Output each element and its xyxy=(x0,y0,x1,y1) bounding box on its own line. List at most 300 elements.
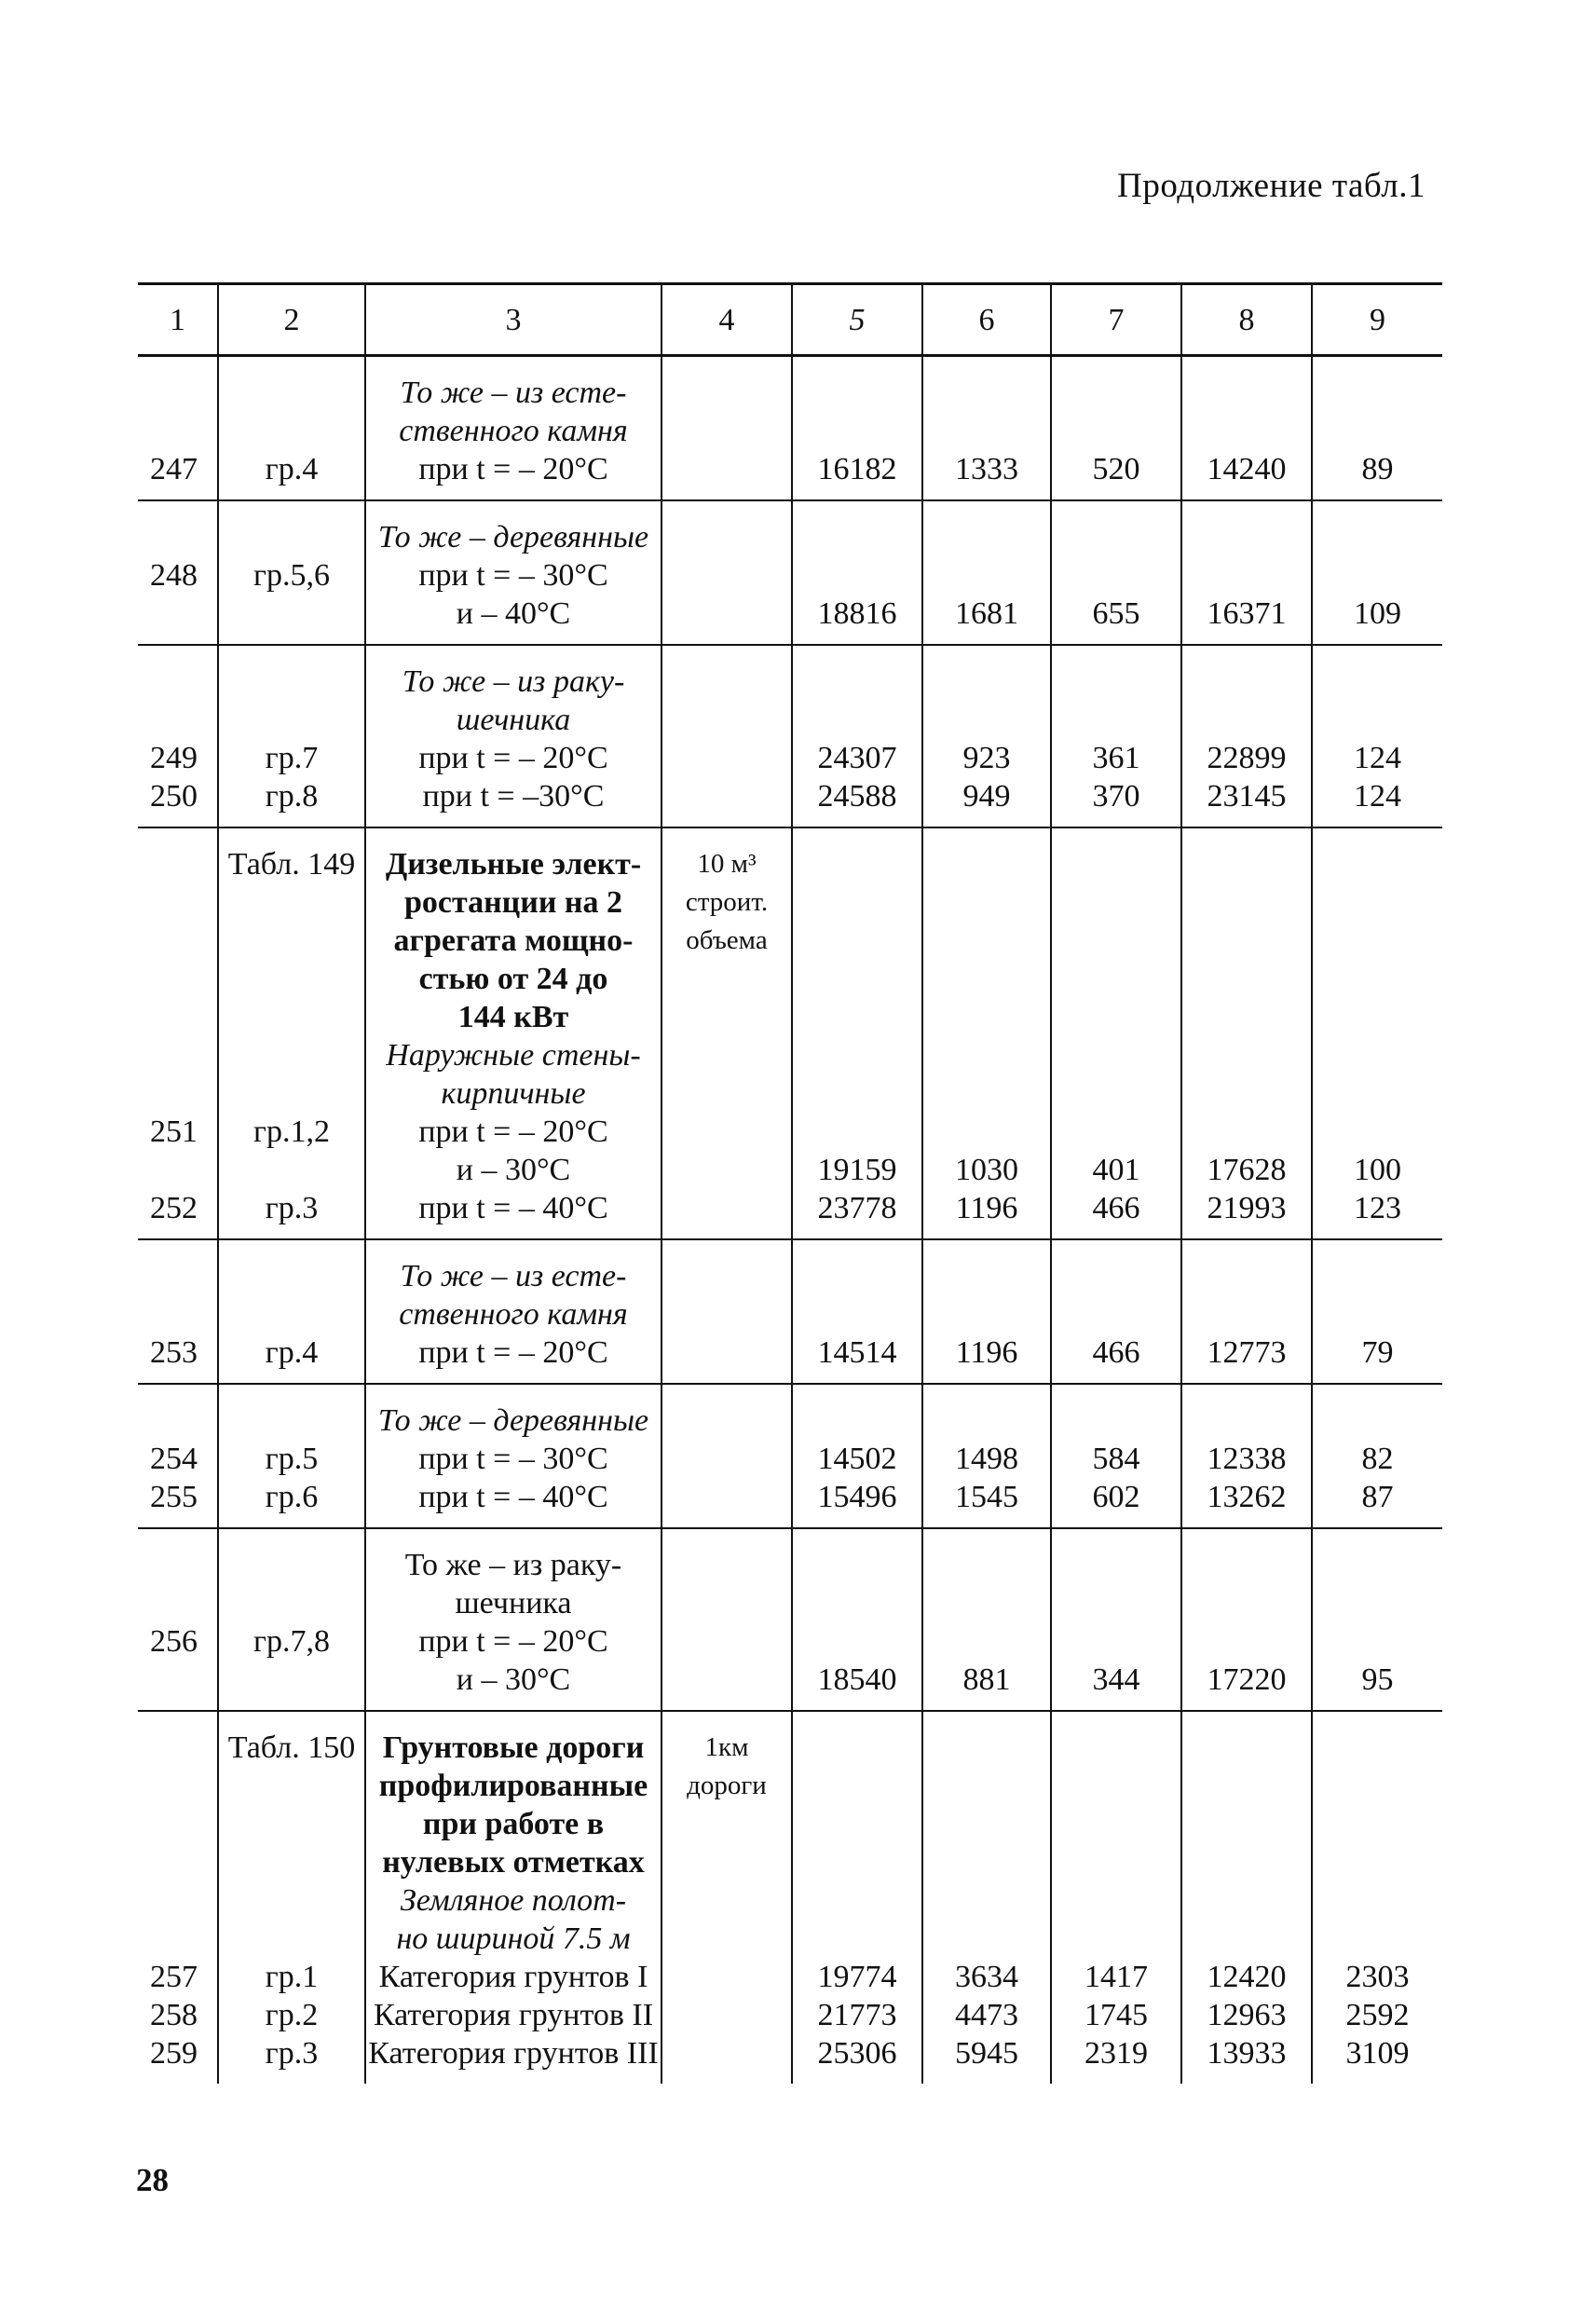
value-cell: 19774 xyxy=(792,1958,922,1996)
row-description: Наружные стены- xyxy=(365,1036,662,1074)
row-number: 255 xyxy=(150,1480,198,1514)
value-cell xyxy=(1051,356,1181,413)
row-description: при t = – 20°С xyxy=(365,450,662,500)
value-cell xyxy=(1181,645,1312,701)
row-unit xyxy=(662,960,792,998)
row-number xyxy=(138,1584,218,1622)
value-cell: 1545 xyxy=(922,1478,1051,1528)
row-number xyxy=(138,1767,218,1805)
value-cell xyxy=(922,645,1051,701)
row-unit xyxy=(662,645,792,701)
value-cell xyxy=(922,500,1051,556)
row-unit xyxy=(662,500,792,556)
value-cell: 949 xyxy=(922,777,1051,827)
table-row xyxy=(138,1151,1442,1189)
value-cell xyxy=(922,1711,1051,1767)
value-cell xyxy=(1181,1767,1312,1805)
row-unit xyxy=(662,356,792,413)
row-reference xyxy=(218,1036,365,1074)
row-number xyxy=(138,1881,218,1920)
value-cell xyxy=(1312,998,1442,1036)
column-header: 6 xyxy=(922,284,1051,356)
value-cell xyxy=(1312,1074,1442,1113)
row-description: и – 30°С xyxy=(365,1151,662,1189)
value-cell: 361 xyxy=(1051,739,1181,777)
row-description: при t = – 40°С xyxy=(365,1478,662,1528)
row-description: Дизельные элект- xyxy=(365,827,662,883)
column-header: 4 xyxy=(662,284,792,356)
row-description: То же – из есте- xyxy=(365,356,662,413)
value-cell xyxy=(922,1584,1051,1622)
row-reference xyxy=(218,1528,365,1584)
value-cell xyxy=(1312,827,1442,883)
table-header-row xyxy=(138,284,1442,356)
value-cell xyxy=(1312,500,1442,556)
value-cell xyxy=(1051,1528,1181,1584)
value-cell xyxy=(1312,1805,1442,1843)
row-number xyxy=(138,1920,218,1958)
value-cell xyxy=(792,960,922,998)
value-cell xyxy=(1312,1622,1442,1661)
row-reference xyxy=(218,998,365,1036)
table-row xyxy=(138,922,1442,960)
value-cell: 923 xyxy=(922,739,1051,777)
row-description: стью от 24 до xyxy=(365,960,662,998)
value-cell xyxy=(922,1113,1051,1151)
row-number: 253 xyxy=(150,1335,198,1370)
row-number: 252 xyxy=(150,1191,198,1225)
value-cell xyxy=(1051,1239,1181,1295)
value-cell: 1030 xyxy=(922,1151,1051,1189)
value-cell xyxy=(1051,1036,1181,1074)
value-cell xyxy=(1181,1711,1312,1767)
row-reference: Табл. 149 xyxy=(218,827,365,883)
value-cell: 13262 xyxy=(1181,1478,1312,1528)
value-cell: 95 xyxy=(1312,1661,1442,1711)
value-cell xyxy=(1312,1528,1442,1584)
row-reference: гр.5 xyxy=(218,1440,365,1478)
table-row xyxy=(138,356,1442,413)
table-row xyxy=(138,998,1442,1036)
value-cell xyxy=(792,1528,922,1584)
row-number: 247 xyxy=(150,452,198,486)
value-cell xyxy=(792,1384,922,1440)
value-cell xyxy=(1312,1920,1442,1958)
row-number: 248 xyxy=(150,558,198,593)
value-cell xyxy=(1181,922,1312,960)
value-cell: 344 xyxy=(1051,1661,1181,1711)
row-description: 144 кВт xyxy=(365,998,662,1036)
row-number: 256 xyxy=(150,1624,198,1659)
value-cell xyxy=(1312,1113,1442,1151)
value-cell: 124 xyxy=(1312,777,1442,827)
value-cell xyxy=(1181,1528,1312,1584)
row-number xyxy=(138,500,218,556)
row-reference: гр.7,8 xyxy=(218,1622,365,1661)
value-cell xyxy=(922,1528,1051,1584)
row-unit xyxy=(662,1333,792,1384)
table-row xyxy=(138,1622,1442,1661)
row-description: То же – из раку- xyxy=(365,1528,662,1584)
row-unit xyxy=(662,1528,792,1584)
row-reference xyxy=(218,595,365,645)
value-cell: 24588 xyxy=(792,777,922,827)
value-cell xyxy=(792,701,922,739)
row-reference: гр.1 xyxy=(218,1958,365,1996)
value-cell: 1745 xyxy=(1051,1996,1181,2034)
table-row xyxy=(138,827,1442,883)
value-cell xyxy=(1312,356,1442,413)
row-number xyxy=(138,883,218,922)
value-cell xyxy=(792,1113,922,1151)
table-row xyxy=(138,960,1442,998)
value-cell: 19159 xyxy=(792,1151,922,1189)
value-cell xyxy=(1051,998,1181,1036)
value-cell: 87 xyxy=(1312,1478,1442,1528)
row-description: ростанции на 2 xyxy=(365,883,662,922)
value-cell xyxy=(792,356,922,413)
row-unit xyxy=(662,1881,792,1920)
row-description: при t = –30°С xyxy=(365,777,662,827)
row-number xyxy=(138,1036,218,1074)
value-cell: 655 xyxy=(1051,595,1181,645)
value-cell xyxy=(792,1295,922,1333)
row-unit xyxy=(662,1036,792,1074)
value-cell: 1681 xyxy=(922,595,1051,645)
row-description: при t = – 30°С xyxy=(365,556,662,595)
row-description: профилированные xyxy=(365,1767,662,1805)
row-number xyxy=(138,960,218,998)
value-cell: 23145 xyxy=(1181,777,1312,827)
row-unit xyxy=(662,412,792,450)
value-cell: 16371 xyxy=(1181,595,1312,645)
row-unit xyxy=(662,1151,792,1189)
value-cell xyxy=(792,645,922,701)
table-row xyxy=(138,1661,1442,1711)
row-description: нулевых отметках xyxy=(365,1843,662,1881)
value-cell: 401 xyxy=(1051,1151,1181,1189)
table-body xyxy=(138,356,1442,2085)
table-row xyxy=(138,1440,1442,1478)
value-cell: 15496 xyxy=(792,1478,922,1528)
row-reference: гр.2 xyxy=(218,1996,365,2034)
value-cell xyxy=(1051,1881,1181,1920)
value-cell: 25306 xyxy=(792,2034,922,2084)
row-number xyxy=(138,1151,218,1189)
row-number xyxy=(138,1661,218,1711)
value-cell xyxy=(922,1881,1051,1920)
value-cell: 18540 xyxy=(792,1661,922,1711)
table-row xyxy=(138,1958,1442,1996)
value-cell xyxy=(1312,556,1442,595)
value-cell xyxy=(1181,1384,1312,1440)
row-reference xyxy=(218,500,365,556)
column-header: 1 xyxy=(138,284,218,356)
row-unit xyxy=(662,1239,792,1295)
row-number xyxy=(138,1528,218,1584)
table-row xyxy=(138,1478,1442,1528)
row-unit xyxy=(662,595,792,645)
row-number: 254 xyxy=(150,1442,198,1476)
row-reference xyxy=(218,883,365,922)
value-cell xyxy=(792,1622,922,1661)
column-header: 8 xyxy=(1181,284,1312,356)
value-cell: 82 xyxy=(1312,1440,1442,1478)
row-reference xyxy=(218,645,365,701)
table-row xyxy=(138,1295,1442,1333)
row-number xyxy=(138,1384,218,1440)
table-row xyxy=(138,883,1442,922)
row-number xyxy=(138,998,218,1036)
value-cell: 584 xyxy=(1051,1440,1181,1478)
row-description: при t = – 30°С xyxy=(365,1440,662,1478)
table-row xyxy=(138,556,1442,595)
value-cell: 17220 xyxy=(1181,1661,1312,1711)
value-cell: 24307 xyxy=(792,739,922,777)
value-cell xyxy=(1051,1805,1181,1843)
column-header: 2 xyxy=(218,284,365,356)
table-row xyxy=(138,739,1442,777)
value-cell xyxy=(922,1767,1051,1805)
value-cell xyxy=(1051,1767,1181,1805)
row-unit: дороги xyxy=(662,1767,792,1805)
value-cell: 1196 xyxy=(922,1333,1051,1384)
value-cell xyxy=(1181,500,1312,556)
value-cell: 100 xyxy=(1312,1151,1442,1189)
value-cell xyxy=(1312,922,1442,960)
value-cell xyxy=(1312,960,1442,998)
value-cell: 12338 xyxy=(1181,1440,1312,1478)
value-cell: 13933 xyxy=(1181,2034,1312,2084)
table-row xyxy=(138,1805,1442,1843)
value-cell xyxy=(1181,701,1312,739)
value-cell xyxy=(792,1036,922,1074)
table-row xyxy=(138,1996,1442,2034)
row-reference xyxy=(218,1295,365,1333)
value-cell xyxy=(922,1622,1051,1661)
value-cell xyxy=(792,1239,922,1295)
row-description: при работе в xyxy=(365,1805,662,1843)
row-reference xyxy=(218,356,365,413)
row-description: шечника xyxy=(365,701,662,739)
value-cell: 16182 xyxy=(792,450,922,500)
value-cell xyxy=(1181,1113,1312,1151)
row-unit xyxy=(662,1958,792,1996)
row-description: агрегата мощно- xyxy=(365,922,662,960)
row-description: Категория грунтов II xyxy=(365,1996,662,2034)
value-cell xyxy=(1051,1384,1181,1440)
row-unit xyxy=(662,1295,792,1333)
table-row xyxy=(138,645,1442,701)
row-reference: гр.4 xyxy=(218,1333,365,1384)
row-description: Земляное полот- xyxy=(365,1881,662,1920)
value-cell xyxy=(922,960,1051,998)
row-reference xyxy=(218,701,365,739)
table-row xyxy=(138,1189,1442,1239)
value-cell xyxy=(922,922,1051,960)
value-cell xyxy=(1181,1843,1312,1881)
value-cell xyxy=(1312,645,1442,701)
row-number: 258 xyxy=(150,1998,198,2032)
value-cell xyxy=(1181,1295,1312,1333)
row-number xyxy=(138,412,218,450)
row-description: То же – из раку- xyxy=(365,645,662,701)
row-reference xyxy=(218,1384,365,1440)
value-cell xyxy=(1181,1622,1312,1661)
value-cell xyxy=(1312,701,1442,739)
row-description: Категория грунтов I xyxy=(365,1958,662,1996)
value-cell xyxy=(1051,645,1181,701)
row-reference: гр.1,2 xyxy=(218,1113,365,1151)
value-cell xyxy=(792,1767,922,1805)
row-unit xyxy=(662,1584,792,1622)
table-row xyxy=(138,1074,1442,1113)
column-header: 7 xyxy=(1051,284,1181,356)
row-reference: гр.3 xyxy=(218,2034,365,2084)
row-description: Грунтовые дороги xyxy=(365,1711,662,1767)
row-reference xyxy=(218,1920,365,1958)
row-unit xyxy=(662,777,792,827)
value-cell: 466 xyxy=(1051,1189,1181,1239)
table-row xyxy=(138,1036,1442,1074)
value-cell xyxy=(1051,922,1181,960)
row-reference: гр.4 xyxy=(218,450,365,500)
row-unit: 1км xyxy=(662,1711,792,1767)
row-reference xyxy=(218,1767,365,1805)
row-reference xyxy=(218,1584,365,1622)
value-cell xyxy=(1051,827,1181,883)
row-unit xyxy=(662,1113,792,1151)
value-cell xyxy=(792,1584,922,1622)
value-cell xyxy=(1051,960,1181,998)
row-description: при t = – 20°С xyxy=(365,1622,662,1661)
value-cell xyxy=(1051,1843,1181,1881)
value-cell: 124 xyxy=(1312,739,1442,777)
value-cell xyxy=(922,1295,1051,1333)
value-cell xyxy=(922,556,1051,595)
row-description: шечника xyxy=(365,1584,662,1622)
row-unit xyxy=(662,998,792,1036)
row-description: но шириной 7.5 м xyxy=(365,1920,662,1958)
row-number xyxy=(138,1843,218,1881)
value-cell xyxy=(1051,1622,1181,1661)
row-unit xyxy=(662,1661,792,1711)
column-header: 5 xyxy=(792,284,922,356)
value-cell xyxy=(1051,1295,1181,1333)
value-cell: 12420 xyxy=(1181,1958,1312,1996)
value-cell xyxy=(1051,1920,1181,1958)
value-cell: 1333 xyxy=(922,450,1051,500)
value-cell xyxy=(1312,1239,1442,1295)
row-description: при t = – 20°С xyxy=(365,1113,662,1151)
row-number xyxy=(138,701,218,739)
row-number xyxy=(138,922,218,960)
value-cell xyxy=(1181,412,1312,450)
value-cell: 3109 xyxy=(1312,2034,1442,2084)
row-description: Категория грунтов III xyxy=(365,2034,662,2084)
value-cell: 466 xyxy=(1051,1333,1181,1384)
row-unit xyxy=(662,1074,792,1113)
value-cell: 2592 xyxy=(1312,1996,1442,2034)
column-header: 3 xyxy=(365,284,662,356)
value-cell xyxy=(922,1239,1051,1295)
row-unit xyxy=(662,1478,792,1528)
row-description: и – 30°С xyxy=(365,1661,662,1711)
row-unit xyxy=(662,1189,792,1239)
row-unit xyxy=(662,556,792,595)
value-cell xyxy=(1051,500,1181,556)
row-description: при t = – 40°С xyxy=(365,1189,662,1239)
table-row xyxy=(138,450,1442,500)
value-cell: 12963 xyxy=(1181,1996,1312,2034)
table-row xyxy=(138,412,1442,450)
value-cell xyxy=(922,412,1051,450)
table-row xyxy=(138,1920,1442,1958)
row-description: ственного камня xyxy=(365,1295,662,1333)
value-cell xyxy=(1181,998,1312,1036)
value-cell xyxy=(1312,1881,1442,1920)
value-cell xyxy=(792,1920,922,1958)
row-reference xyxy=(218,1843,365,1881)
value-cell xyxy=(1051,412,1181,450)
value-cell xyxy=(1312,1295,1442,1333)
value-cell xyxy=(1181,356,1312,413)
value-cell: 1196 xyxy=(922,1189,1051,1239)
value-cell xyxy=(1312,1767,1442,1805)
row-number xyxy=(138,595,218,645)
row-unit xyxy=(662,2034,792,2084)
value-cell xyxy=(792,998,922,1036)
row-number xyxy=(138,1239,218,1295)
value-cell xyxy=(1181,556,1312,595)
row-reference xyxy=(218,1239,365,1295)
row-unit: 10 м³ xyxy=(662,827,792,883)
row-reference: гр.6 xyxy=(218,1478,365,1528)
value-cell xyxy=(1181,1584,1312,1622)
row-number: 249 xyxy=(150,741,198,775)
row-number xyxy=(138,1711,218,1767)
value-cell xyxy=(1051,1113,1181,1151)
data-table-container xyxy=(138,282,1442,2084)
value-cell: 22899 xyxy=(1181,739,1312,777)
table-row xyxy=(138,500,1442,556)
table-row xyxy=(138,1584,1442,1622)
data-table xyxy=(138,282,1442,2084)
row-description: ственного камня xyxy=(365,412,662,450)
row-number xyxy=(138,356,218,413)
value-cell: 881 xyxy=(922,1661,1051,1711)
row-reference xyxy=(218,960,365,998)
row-reference xyxy=(218,412,365,450)
value-cell: 602 xyxy=(1051,1478,1181,1528)
value-cell xyxy=(792,1881,922,1920)
row-unit: объема xyxy=(662,922,792,960)
row-reference: гр.8 xyxy=(218,777,365,827)
value-cell xyxy=(1051,1074,1181,1113)
row-number: 259 xyxy=(150,2036,198,2071)
table-row xyxy=(138,777,1442,827)
row-reference: гр.5,6 xyxy=(218,556,365,595)
value-cell xyxy=(922,1805,1051,1843)
value-cell: 5945 xyxy=(922,2034,1051,2084)
value-cell xyxy=(1181,960,1312,998)
row-description: То же – из есте- xyxy=(365,1239,662,1295)
table-row xyxy=(138,1767,1442,1805)
table-row xyxy=(138,701,1442,739)
table-row xyxy=(138,2034,1442,2084)
value-cell xyxy=(792,883,922,922)
row-reference xyxy=(218,1074,365,1113)
